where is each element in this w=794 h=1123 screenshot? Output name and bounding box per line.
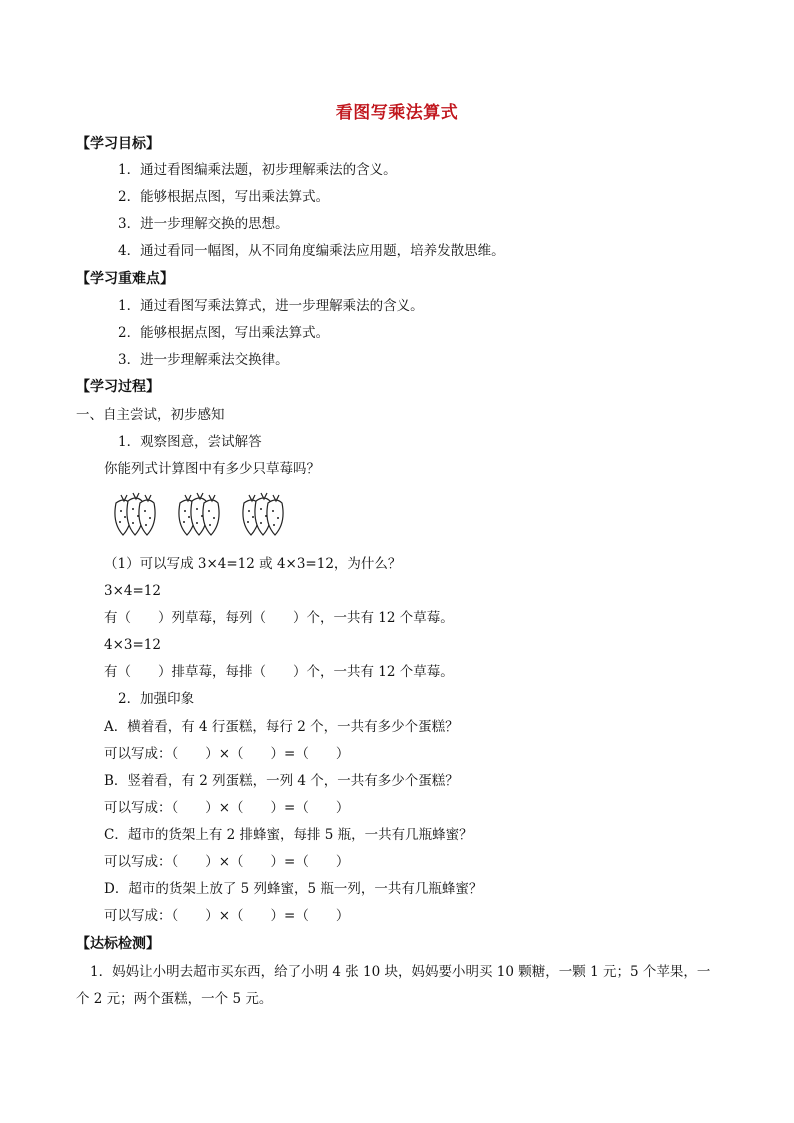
key-point-item: 3．进一步理解乘法交换律。 — [118, 352, 289, 368]
exercise-answer-line: 可以写成：（ ）×（ ）=（ ） — [104, 908, 350, 924]
objectives-heading: 【学习目标】 — [76, 136, 160, 152]
page-title: 看图写乘法算式 — [335, 103, 459, 123]
fill-in-rows: 有（ ）排草莓，每排（ ）个，一共有 12 个草莓。 — [104, 664, 454, 680]
part1-title: 一、自主尝试，初步感知 — [76, 407, 225, 423]
sub-question-1: （1）可以写成 3×4=12 或 4×3=12，为什么？ — [104, 556, 402, 572]
exercise-answer-line: 可以写成：（ ）×（ ）=（ ） — [104, 800, 350, 816]
fill-in-columns: 有（ ）列草莓，每列（ ）个，一共有 12 个草莓。 — [104, 610, 454, 626]
exercise-question: D．超市的货架上放了 5 列蜂蜜，5 瓶一列，一共有几瓶蜂蜜？ — [104, 881, 483, 897]
exercise-question: A．横着看，有 4 行蛋糕，每行 2 个，一共有多少个蛋糕？ — [104, 719, 459, 735]
objective-item: 3．进一步理解交换的思想。 — [118, 216, 289, 232]
strawberry-groups-icon — [111, 489, 286, 541]
objective-item: 2．能够根据点图，写出乘法算式。 — [118, 189, 330, 205]
objective-item: 4．通过看同一幅图，从不同角度编乘法应用题，培养发散思维。 — [118, 243, 505, 259]
equation-4x3: 4×3=12 — [104, 637, 161, 653]
objective-item: 1．通过看图编乘法题，初步理解乘法的含义。 — [118, 162, 397, 178]
strawberry-icon — [111, 489, 163, 541]
exercise-question: C．超市的货架上有 2 排蜂蜜，每排 5 瓶，一共有几瓶蜂蜜？ — [104, 827, 473, 843]
exercise-answer-line: 可以写成：（ ）×（ ）=（ ） — [104, 854, 350, 870]
strawberry-icon — [239, 489, 291, 541]
exercise-question: B．竖着看，有 2 列蛋糕，一列 4 个，一共有多少个蛋糕？ — [104, 773, 459, 789]
strawberry-group — [175, 489, 227, 541]
key-points-heading: 【学习重难点】 — [76, 271, 174, 287]
check-problem-line1: 1．妈妈让小明去超市买东西，给了小明 4 张 10 块，妈妈要小明买 10 颗糖，一颗 1 元；5 个苹果，一 — [90, 964, 711, 980]
check-problem-line2: 个 2 元；两个蛋糕，一个 5 元。 — [76, 991, 273, 1007]
exercise-answer-line: 可以写成：（ ）×（ ）=（ ） — [104, 746, 350, 762]
strawberry-group — [111, 489, 163, 541]
process-heading: 【学习过程】 — [76, 379, 160, 395]
strawberry-group — [239, 489, 291, 541]
check-heading: 【达标检测】 — [76, 936, 160, 952]
step1-title: 1．观察图意，尝试解答 — [118, 434, 262, 450]
strawberry-icon — [175, 489, 227, 541]
equation-3x4: 3×4=12 — [104, 583, 161, 599]
key-point-item: 2．能够根据点图，写出乘法算式。 — [118, 325, 330, 341]
question-text: 你能列式计算图中有多少只草莓吗？ — [104, 461, 320, 477]
key-point-item: 1．通过看图写乘法算式，进一步理解乘法的含义。 — [118, 298, 424, 314]
step2-title: 2．加强印象 — [118, 691, 195, 707]
